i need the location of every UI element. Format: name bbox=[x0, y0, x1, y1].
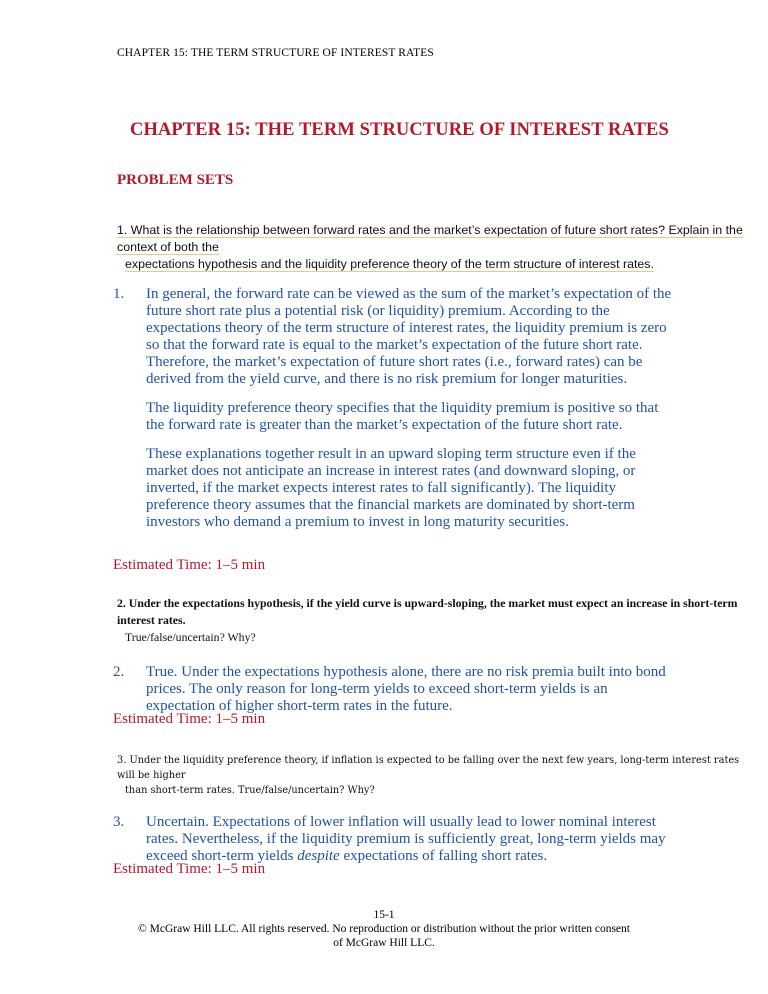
answer-3-text-before: Uncertain. Expectations of lower inflation will usually lead to lower nominal interest rates. Nevertheless, if the liquidity premium is sufficiently great, long-term yields may exceed short-term yields bbox=[146, 814, 666, 864]
section-title: PROBLEM SETS bbox=[117, 172, 234, 188]
question-1-line-2: expectations hypothesis and the liquidity preference theory of the term structure of interest rates. bbox=[125, 257, 654, 271]
answer-2-estimated-time: Estimated Time: 1–5 min bbox=[113, 711, 266, 727]
answer-3-number: 3. bbox=[113, 814, 125, 830]
answer-1-paragraph-2: The liquidity preference theory specifies that the liquidity premium is positive so that the forward rate is greater than the market’s expectation of the future short rate. bbox=[146, 400, 659, 433]
answer-1-number: 1. bbox=[113, 286, 125, 302]
page-number: 15-1 bbox=[373, 909, 395, 921]
answer-1-paragraph-3: These explanations together result in an upward sloping term structure even if the market does not anticipate an increase in interest rates (and downward sloping, or inverted, if the market expects interest rates to fall significantly). The liquidity preference theory assumes that the financial markets are dominated by short-term investors who demand a premium to invest in long maturity securities. bbox=[146, 446, 636, 530]
answer-3-emphasis: despite bbox=[297, 848, 340, 864]
copyright-line-2: of McGraw Hill LLC. bbox=[333, 937, 435, 949]
question-2-line-2: True/false/uncertain? Why? bbox=[125, 630, 256, 644]
answer-1 bbox=[113, 286, 673, 543]
question-1 bbox=[117, 222, 752, 273]
answer-2-number: 2. bbox=[113, 664, 125, 680]
question-3 bbox=[117, 753, 752, 798]
question-3-line-1: 3. Under the liquidity preference theory, if inflation is expected to be falling over the next few years, long-term interest rates will be higher bbox=[117, 755, 740, 781]
answer-3-paragraph-1 bbox=[146, 814, 673, 865]
answer-2-paragraph-1: True. Under the expectations hypothesis alone, there are no risk premia built into bond prices. The only reason for long-term yields to exceed short-term yields is an expectation of higher short-term rates in the future. bbox=[146, 664, 666, 714]
answer-3-estimated-time: Estimated Time: 1–5 min bbox=[113, 861, 266, 877]
question-2 bbox=[117, 595, 752, 646]
chapter-title: CHAPTER 15: THE TERM STRUCTURE OF INTEREST RATES bbox=[130, 120, 669, 140]
question-3-line-2: than short-term rates. True/false/uncertain? Why? bbox=[125, 785, 375, 796]
answer-1-estimated-time: Estimated Time: 1–5 min bbox=[113, 557, 266, 573]
answer-1-paragraph-1: In general, the forward rate can be viewed as the sum of the market’s expectation of the future short rate plus a potential risk (or liquidity) premium. According to the expectations theory of the term structure of interest rates, the liquidity premium is zero so that the forward rate is equal to the market’s expectation of the future short rate. Therefore, the market’s expectation of future short rates (i.e., forward rates) can be derived from the yield curve, and there is no risk premium for longer maturities. bbox=[146, 286, 672, 387]
question-2-line-1: 2. Under the expectations hypothesis, if the yield curve is upward-sloping, the market must expect an increase in short-term interest rates. bbox=[117, 596, 738, 627]
copyright-line-1: © McGraw Hill LLC. All rights reserved. No reproduction or distribution without the prior written consent bbox=[138, 923, 630, 935]
answer-3-text-after: expectations of falling short rates. bbox=[339, 848, 548, 864]
running-header: CHAPTER 15: THE TERM STRUCTURE OF INTEREST RATES bbox=[117, 47, 434, 59]
question-1-line-1: 1. What is the relationship between forward rates and the market’s expectation of future short rates? Explain in the context of both the bbox=[117, 223, 743, 254]
